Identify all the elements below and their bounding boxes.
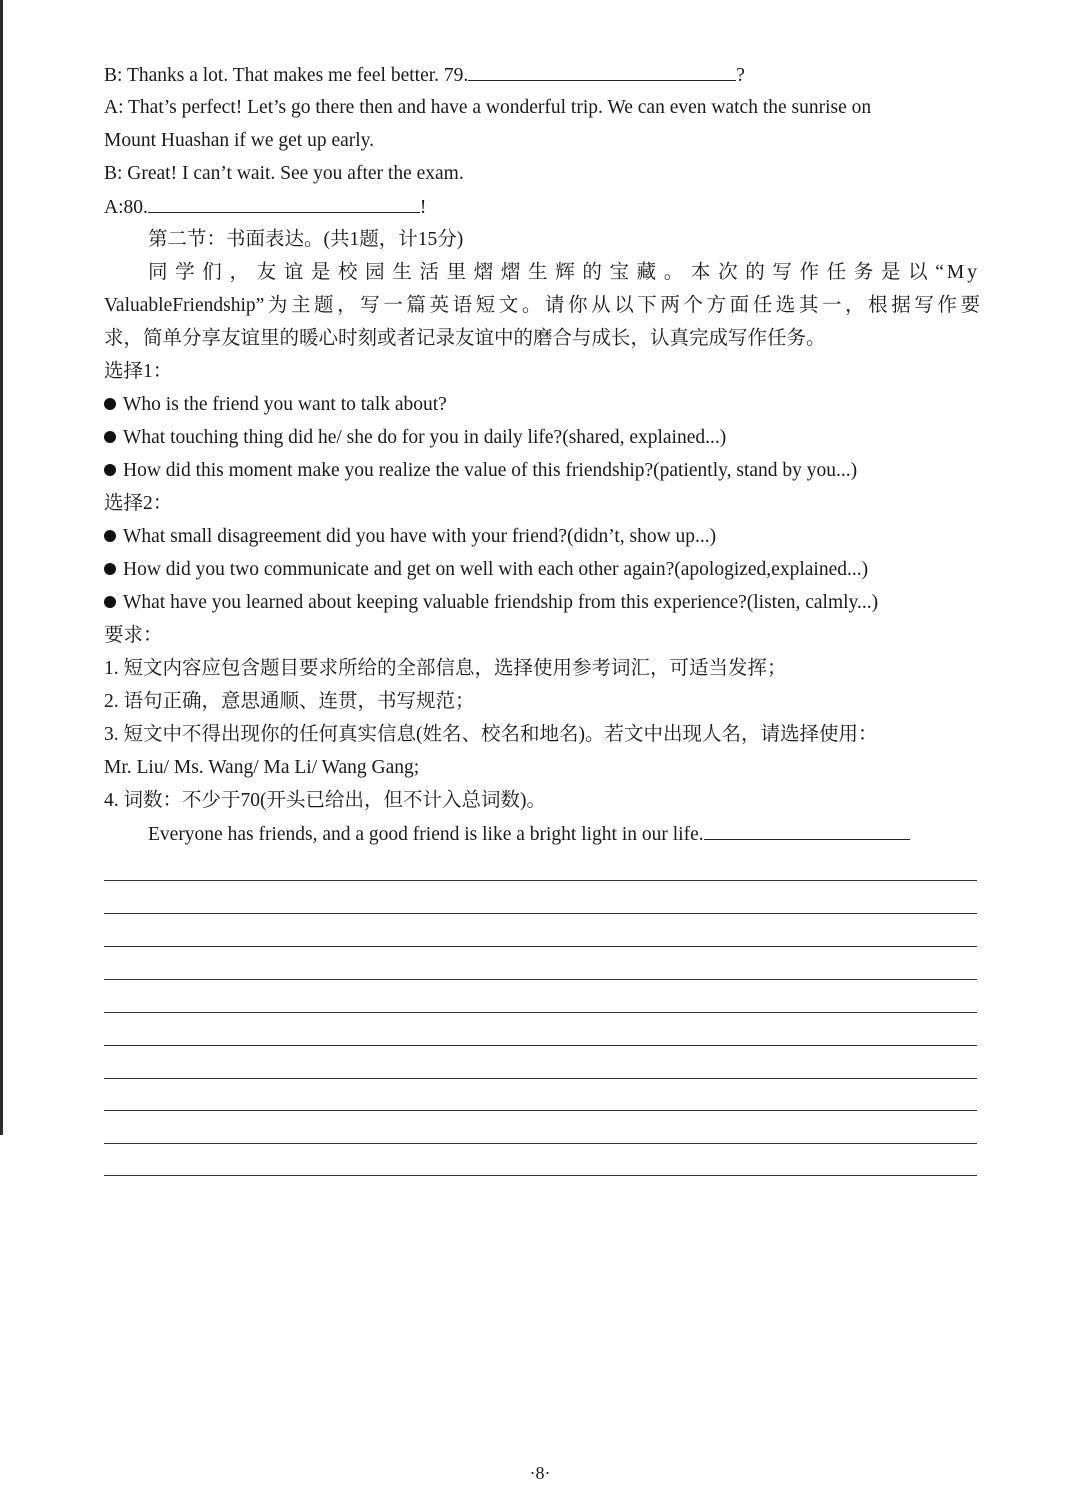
- choice1-item: [104, 454, 980, 487]
- bullet-icon: [104, 398, 116, 410]
- answer-blank-80[interactable]: [148, 190, 420, 213]
- choice2-item-text: What have you learned about keeping valuable friendship from this experience?(listen, calmly...): [123, 592, 879, 613]
- choice2-title: 选择2：: [104, 493, 173, 514]
- essay-first-blank[interactable]: [704, 817, 910, 840]
- choice1-item-text: What touching thing did he/ she do for you in daily life?(shared, explained...): [123, 427, 727, 448]
- choice2-item: [104, 586, 980, 619]
- choice2-item: [104, 553, 980, 586]
- dialog-a2-end: !: [419, 197, 427, 218]
- writing-line[interactable]: [104, 1078, 977, 1079]
- dialog-b1-end: ?: [736, 65, 745, 86]
- choice1-item: [104, 388, 980, 421]
- page-number: ·8·: [529, 1463, 551, 1483]
- dialog-line-b2: [104, 157, 980, 190]
- dialog-line-a1-cont: [104, 124, 980, 157]
- bullet-icon: [104, 563, 116, 575]
- writing-line[interactable]: [104, 913, 977, 914]
- writing-line[interactable]: [104, 1143, 977, 1144]
- choice1-title: 选择1：: [104, 361, 173, 382]
- requirements-title: 要求：: [104, 625, 163, 646]
- dialog-line-a2: [104, 190, 980, 223]
- section-intro-line1: 同学们，友谊是校园生活里熠熠生辉的宝藏。本次的写作任务是以“My: [148, 262, 980, 283]
- dialog-a1-line2: Mount Huashan if we get up early.: [104, 130, 375, 151]
- section-intro-line3: 求，简单分享友谊里的暖心时刻或者记录友谊中的磨合与成长，认真完成写作任务。: [104, 328, 826, 349]
- choice1-item-text: Who is the friend you want to talk about?: [123, 394, 447, 415]
- choice1-item-text: How did this moment make you realize the value of this friendship?(patiently, stand by you...): [123, 460, 858, 481]
- dialog-b1-text: B: Thanks a lot. That makes me feel better. 79.: [104, 65, 469, 86]
- writing-line[interactable]: [104, 1175, 977, 1176]
- choice1-item: [104, 421, 980, 454]
- dialog-line-b1: [104, 58, 980, 91]
- writing-line[interactable]: [104, 1110, 977, 1111]
- bullet-icon: [104, 464, 116, 476]
- choice2-item: [104, 520, 980, 553]
- section-intro-line2: ValuableFriendship”为主题，写一篇英语短文。请你从以下两个方面任选其一，根据写作要: [104, 295, 980, 316]
- dialog-a1-line1: A: That’s perfect! Let’s go there then and have a wonderful trip. We can even watch the sunrise on: [104, 97, 872, 118]
- bullet-icon: [104, 431, 116, 443]
- writing-line[interactable]: [104, 979, 977, 980]
- dialog-a2-text: A:80.: [104, 197, 148, 218]
- scan-edge: [0, 0, 3, 1135]
- dialog-line-a1: [104, 91, 980, 124]
- writing-line[interactable]: [104, 1045, 977, 1046]
- requirement-3: 3. 短文中不得出现你的任何真实信息(姓名、校名和地名)。若文中出现人名，请选择使用：: [104, 724, 878, 745]
- choice2-item-text: What small disagreement did you have with your friend?(didn’t, show up...): [123, 526, 717, 547]
- requirement-3-names: Mr. Liu/ Ms. Wang/ Ma Li/ Wang Gang;: [104, 757, 420, 778]
- dialog-b2-text: B: Great! I can’t wait. See you after the exam.: [104, 163, 464, 184]
- essay-start-line: [104, 817, 980, 850]
- essay-start-text: Everyone has friends, and a good friend is like a bright light in our life.: [148, 824, 704, 845]
- bullet-icon: [104, 530, 116, 542]
- choice2-item-text: How did you two communicate and get on well with each other again?(apologized,explained...): [123, 559, 869, 580]
- writing-line[interactable]: [104, 880, 977, 881]
- answer-blank-79[interactable]: [468, 58, 736, 81]
- writing-line[interactable]: [104, 946, 977, 947]
- bullet-icon: [104, 596, 116, 608]
- requirement-2: 2. 语句正确，意思通顺、连贯，书写规范；: [104, 691, 475, 712]
- requirement-1: 1. 短文内容应包含题目要求所给的全部信息，选择使用参考词汇，可适当发挥；: [104, 658, 787, 679]
- section-heading: 第二节：书面表达。(共1题，计15分): [148, 229, 464, 250]
- writing-line[interactable]: [104, 1012, 977, 1013]
- page-content: [104, 58, 980, 850]
- requirement-4: 4. 词数：不少于70(开头已给出，但不计入总词数)。: [104, 790, 546, 811]
